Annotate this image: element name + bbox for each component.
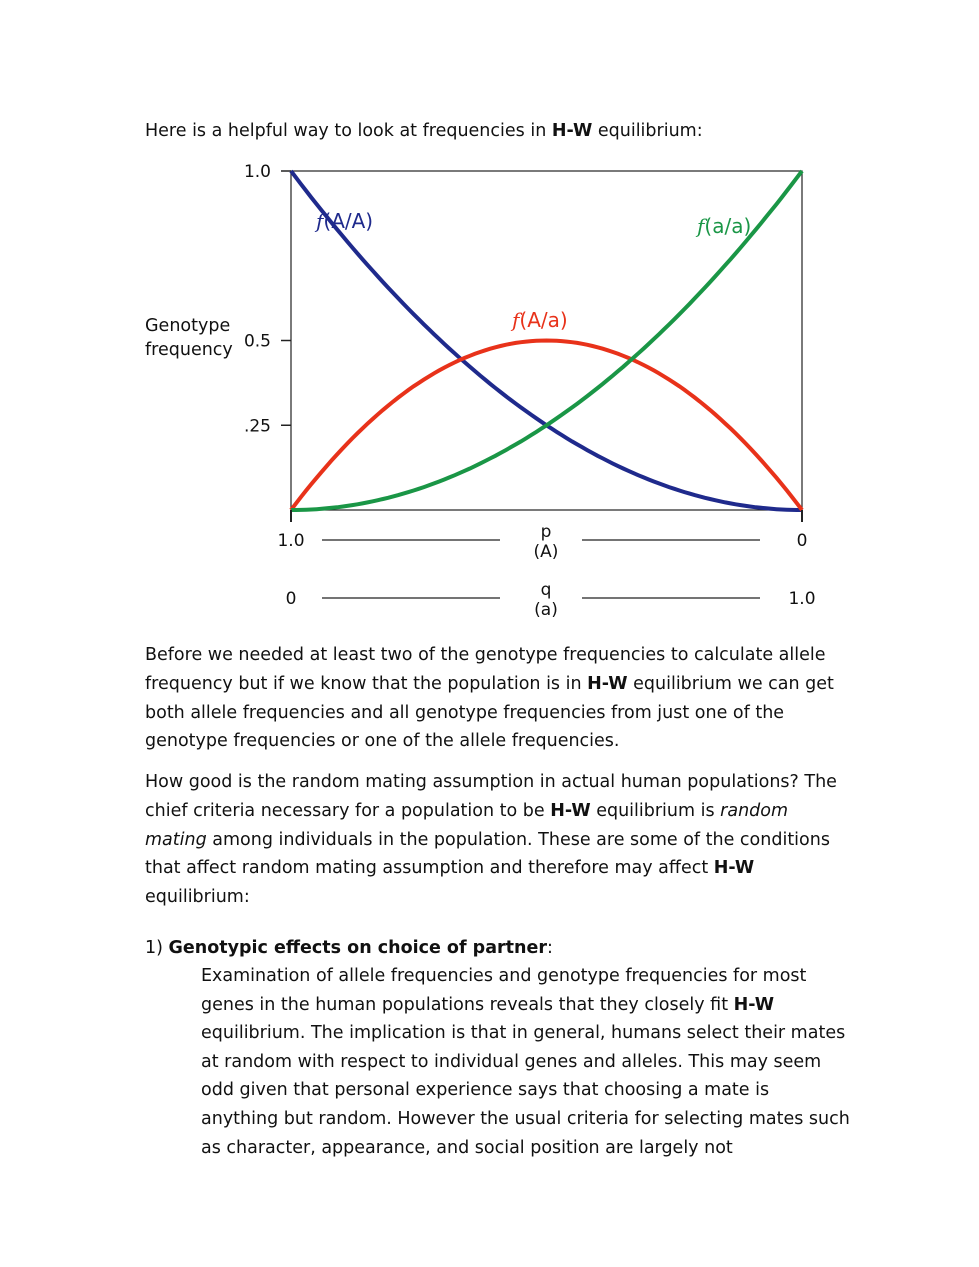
f-Aa-label: f(A/a) [512,308,568,332]
q-axis-allele: (a) [534,600,558,620]
y-tick-label: .25 [243,416,271,437]
intro-text: Here is a helpful way to look at frequencies in H-W equilibrium: [145,121,703,141]
series-labels [314,209,751,332]
y-ticks [244,162,291,436]
f-aa-label: f(a/a) [697,214,752,238]
p-axis-allele: (A) [533,542,559,562]
q-axis-left-label: 0 [285,589,297,609]
p-axis-right-label: 0 [796,531,808,551]
y-tick-label: 0.5 [243,331,271,352]
y-tick-label: 1.0 [243,162,271,182]
hw-bold: H-W [551,121,593,141]
paragraph-1: Before we needed at least two of the genotype frequencies to calculate allele frequency but if we know that the population is in H-W equilibrium we can get both allele frequencies and all genotype frequencies from just one of the genotype frequencies or one of the allele frequencies. [145,645,834,752]
list-item-body: Examination of allele frequencies and genotype frequencies for most genes in the human populations reveals that they closely fit H-W equilibrium. The implication is that in general, humans select their mates at random with respect to individual genes and alleles. This may seem odd given that personal experience says that choosing a mate is anything but random. However the usual criteria for selecting mates such as character, appearance, and social position are largely not [201,966,850,1158]
p-axis-variable: p [540,522,552,542]
list-item-heading: 1) Genotypic effects on choice of partner: [145,938,553,958]
x-axes [277,510,815,620]
q-axis-variable: q [540,580,552,600]
y-axis-label: Genotype frequency [145,316,233,360]
q-axis-right-label: 1.0 [788,589,816,609]
f-AA-label: f(A/A) [316,209,374,233]
paragraph-2: How good is the random mating assumption in actual human populations? The chief criteria necessary for a population to be H-W equilibrium is random mating among individuals in the population. These are some of the conditions that affect random mating assumption and therefore may affect H-W equilibrium: [145,772,837,908]
p-axis-left-label: 1.0 [277,531,305,551]
